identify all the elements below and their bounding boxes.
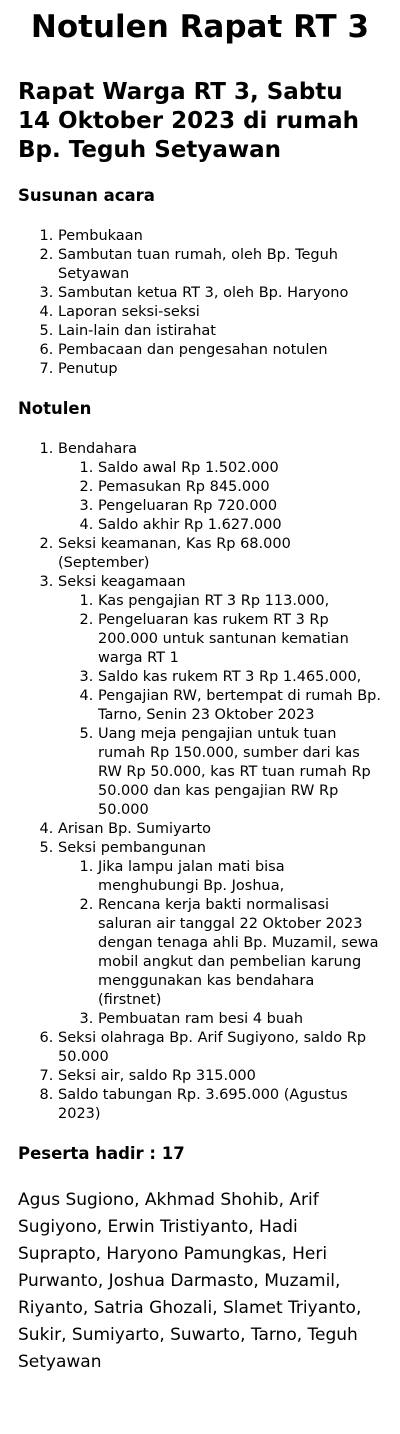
notulen-item-olahraga: 6. Seksi olahraga Bp. Arif Sugiyono, saldo Rp 50.000 bbox=[58, 1029, 382, 1067]
notulen-subitem: 2. Pemasukan Rp 845.000 bbox=[98, 478, 382, 497]
notulen-list bbox=[18, 440, 382, 1124]
attendee-names: Agus Sugiono, Akhmad Shohib, Arif Sugiyono, Erwin Tristiyanto, Hadi Suprapto, Haryono Pamungkas, Heri Purwanto, Joshua Darmasto, Muzamil, Riyanto, Satria Ghozali, Slamet Triyanto, Sukir, Sumiyarto, Suwarto, Tarno, Teguh Setyawan bbox=[18, 1190, 362, 1372]
notulen-subitem: 2. Rencana kerja bakti normalisasi saluran air tanggal 22 Oktober 2023 dengan tenaga ahli Bp. Muzamil, sewa mobil angkut dan pembelian karung menggunakan kas bendahara (firstnet) bbox=[98, 896, 382, 1010]
notulen-subitem: 3. Saldo kas rukem RT 3 Rp 1.465.000, bbox=[98, 668, 382, 687]
notulen-subitem: 4. Saldo akhir Rp 1.627.000 bbox=[98, 516, 382, 535]
agenda-list bbox=[18, 227, 382, 379]
notulen-subitem: 5. Uang meja pengajian untuk tuan rumah Rp 150.000, sumber dari kas RW Rp 50.000, kas RT tuan rumah Rp 50.000 dan kas pengajian RW Rp 50.000 bbox=[98, 725, 382, 820]
notulen-sublist bbox=[58, 592, 382, 820]
notulen-item-label: Seksi keagamaan bbox=[58, 574, 186, 590]
notulen-item-arisan: 4. Arisan Bp. Sumiyarto bbox=[58, 820, 382, 839]
page-title: Notulen Rapat RT 3 bbox=[30, 9, 370, 45]
notulen-sublist bbox=[58, 459, 382, 535]
notulen-item-label: Seksi pembangunan bbox=[58, 840, 206, 856]
notulen-subitem: 1. Kas pengajian RT 3 Rp 113.000, bbox=[98, 592, 382, 611]
agenda-item: 6. Pembacaan dan pengesahan notulen bbox=[58, 341, 382, 360]
notulen-subitem: 1. Jika lampu jalan mati bisa menghubungi Bp. Joshua, bbox=[98, 858, 382, 896]
agenda-item: 4. Laporan seksi-seksi bbox=[58, 303, 382, 322]
notulen-subitem: 4. Pengajian RW, bertempat di rumah Bp. Tarno, Senin 23 Oktober 2023 bbox=[98, 687, 382, 725]
agenda-item: 1. Pembukaan bbox=[58, 227, 382, 246]
notulen-item-keamanan: 2. Seksi keamanan, Kas Rp 68.000 (September) bbox=[58, 535, 382, 573]
agenda-heading: Susunan acara bbox=[18, 186, 155, 205]
notulen-subitem: 3. Pengeluaran Rp 720.000 bbox=[98, 497, 382, 516]
agenda-item: 5. Lain-lain dan istirahat bbox=[58, 322, 382, 341]
meeting-subtitle: Rapat Warga RT 3, Sabtu 14 Oktober 2023 di rumah Bp. Teguh Setyawan bbox=[18, 79, 360, 163]
notulen-sublist bbox=[58, 858, 382, 1029]
notulen-heading: Notulen bbox=[18, 399, 92, 418]
notulen-subitem: 2. Pengeluaran kas rukem RT 3 Rp 200.000 untuk santunan kematian warga RT 1 bbox=[98, 611, 382, 668]
notulen-item-keagamaan bbox=[58, 573, 382, 820]
agenda-item: 3. Sambutan ketua RT 3, oleh Bp. Haryono bbox=[58, 284, 382, 303]
notulen-subitem: 1. Saldo awal Rp 1.502.000 bbox=[98, 459, 382, 478]
agenda-item: 7. Penutup bbox=[58, 360, 382, 379]
notulen-item-pembangunan bbox=[58, 839, 382, 1029]
notulen-item-tabungan: 8. Saldo tabungan Rp. 3.695.000 (Agustus 2023) bbox=[58, 1086, 382, 1124]
notulen-item-bendahara bbox=[58, 440, 382, 535]
notulen-item-air: 7. Seksi air, saldo Rp 315.000 bbox=[58, 1067, 382, 1086]
notulen-item-label: Bendahara bbox=[58, 441, 138, 457]
notulen-subitem: 3. Pembuatan ram besi 4 buah bbox=[98, 1010, 382, 1029]
agenda-item: 2. Sambutan tuan rumah, oleh Bp. Teguh Setyawan bbox=[58, 246, 382, 284]
attendance-heading: Peserta hadir : 17 bbox=[18, 1144, 185, 1163]
document-page bbox=[0, 8, 400, 1376]
